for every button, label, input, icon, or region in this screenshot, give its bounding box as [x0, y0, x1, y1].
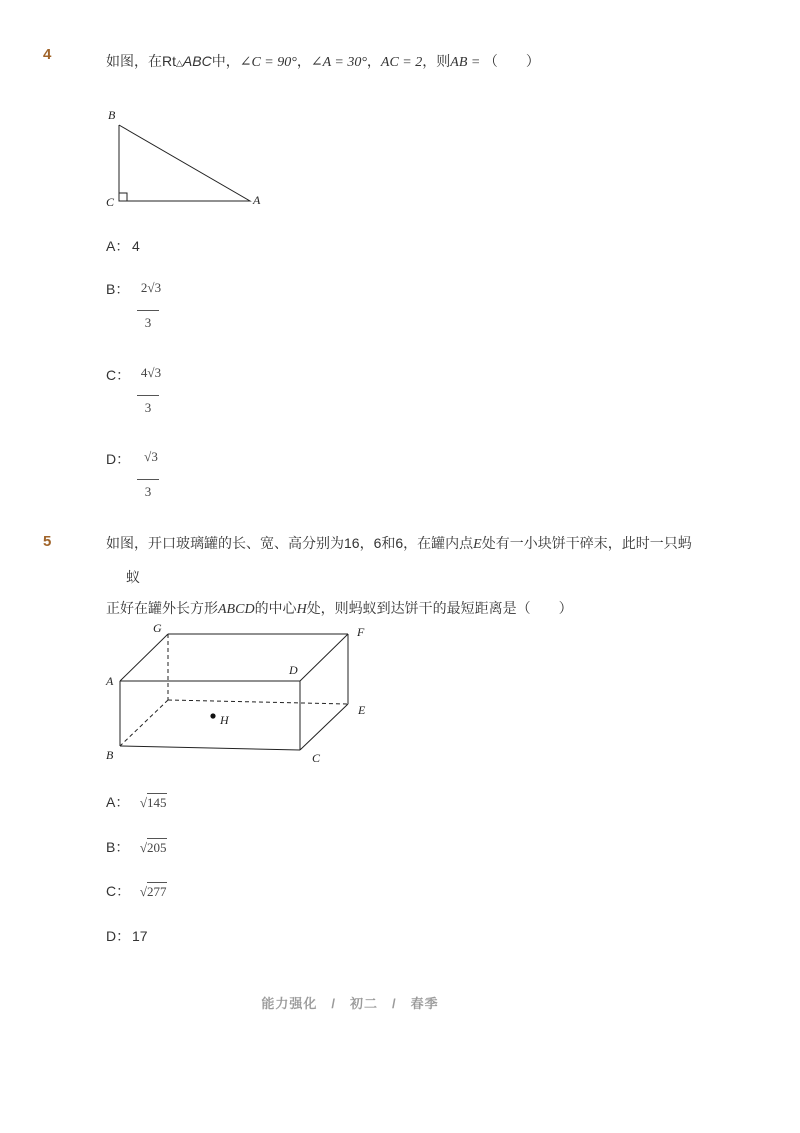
triangle-figure — [100, 105, 270, 215]
radical-sign: √ — [147, 365, 155, 380]
box-figure — [100, 618, 380, 768]
vertex-label-b: B — [106, 748, 114, 762]
radical — [140, 840, 167, 855]
stem-text: 处有一小块饼干碎末，此时一只蚂 — [481, 535, 692, 551]
radical-sign: √ — [147, 280, 155, 295]
denominator: 3 — [144, 400, 152, 415]
vertex-label-g: G — [153, 621, 162, 635]
vertex-label-c: C — [106, 195, 115, 209]
fraction-bar — [137, 310, 159, 311]
option-b[interactable] — [106, 279, 132, 299]
option-letter: D： — [106, 928, 131, 944]
option-c[interactable] — [106, 881, 167, 901]
vertex-label-d: D — [289, 663, 298, 677]
radicand: 3 — [154, 365, 162, 380]
coefficient: 4 — [140, 365, 148, 380]
radical-sign: √ — [139, 884, 148, 899]
stem-text: （ ） — [483, 53, 540, 69]
question-stem — [106, 51, 540, 71]
stem-text: 如图，开口玻璃罐的长、宽、高分别为16，6和6，在罐内点 — [106, 535, 474, 551]
stem-math: AC = 2 — [380, 55, 423, 70]
point-label-h: H — [220, 713, 229, 727]
option-a[interactable] — [106, 236, 140, 256]
radicand: 145 — [147, 795, 167, 810]
option-letter: A： — [106, 238, 130, 254]
coefficient: 2 — [140, 280, 148, 295]
stem-math: ABCD — [218, 602, 255, 617]
radical-sign: √ — [139, 795, 148, 810]
stem-math: ∠C = 90° — [239, 55, 297, 70]
stem-math: E — [473, 537, 482, 552]
vertex-label-a: A — [106, 674, 114, 688]
stem-text: ，则 — [422, 53, 451, 69]
stem-text: ， — [296, 53, 311, 69]
option-d[interactable] — [106, 449, 132, 469]
stem-math: ∠A = 30° — [310, 55, 367, 70]
stem-math: H — [296, 602, 307, 617]
option-b[interactable] — [106, 837, 167, 857]
radical-sign: √ — [144, 449, 152, 464]
fraction-bar — [137, 395, 159, 396]
vertex-label-b: B — [108, 108, 116, 122]
radicand: 3 — [154, 280, 162, 295]
stem-text: 的中心 — [254, 600, 297, 616]
question-number: 4 — [43, 46, 52, 63]
fraction-bar — [137, 479, 159, 480]
radical-sign: √ — [139, 840, 148, 855]
stem-text: 正好在罐外长方形 — [106, 600, 218, 616]
option-letter: B： — [106, 281, 130, 297]
vertex-label-a: A — [253, 193, 261, 207]
radicand: 3 — [151, 449, 158, 464]
option-value: 17 — [132, 928, 148, 944]
option-value: 4 — [132, 238, 140, 254]
option-c[interactable] — [106, 365, 132, 385]
option-a[interactable] — [106, 792, 167, 812]
denominator: 3 — [144, 484, 152, 499]
radicand: 277 — [147, 884, 167, 899]
question-number: 5 — [43, 533, 52, 550]
radical — [140, 795, 167, 810]
triangle-symbol: △ — [176, 58, 183, 68]
vertex-label-c: C — [312, 751, 321, 765]
option-letter: B： — [106, 839, 130, 855]
vertex-label-f: F — [357, 625, 365, 639]
stem-text: 中， — [211, 53, 240, 69]
stem-text: 如图，在Rt — [106, 53, 176, 69]
radical — [140, 884, 167, 899]
radicand: 205 — [147, 840, 167, 855]
question-stem-line1 — [106, 533, 692, 553]
stem-text: ， — [366, 53, 381, 69]
option-letter: A： — [106, 794, 130, 810]
option-d[interactable] — [106, 926, 148, 946]
option-letter: D： — [106, 451, 131, 467]
option-letter: C： — [106, 883, 131, 899]
question-stem-line3 — [106, 598, 573, 618]
stem-math: ABC — [182, 53, 212, 69]
option-letter: C： — [106, 367, 131, 383]
stem-text: 处，则蚂蚁到达饼干的最短距离是（ ） — [306, 600, 573, 616]
vertex-label-e: E — [358, 703, 366, 717]
denominator: 3 — [144, 315, 152, 330]
stem-math: AB = — [450, 55, 484, 70]
question-stem-line2: 蚁 — [126, 569, 140, 585]
page-footer: 能力强化 / 初二 / 春季 — [261, 996, 439, 1011]
